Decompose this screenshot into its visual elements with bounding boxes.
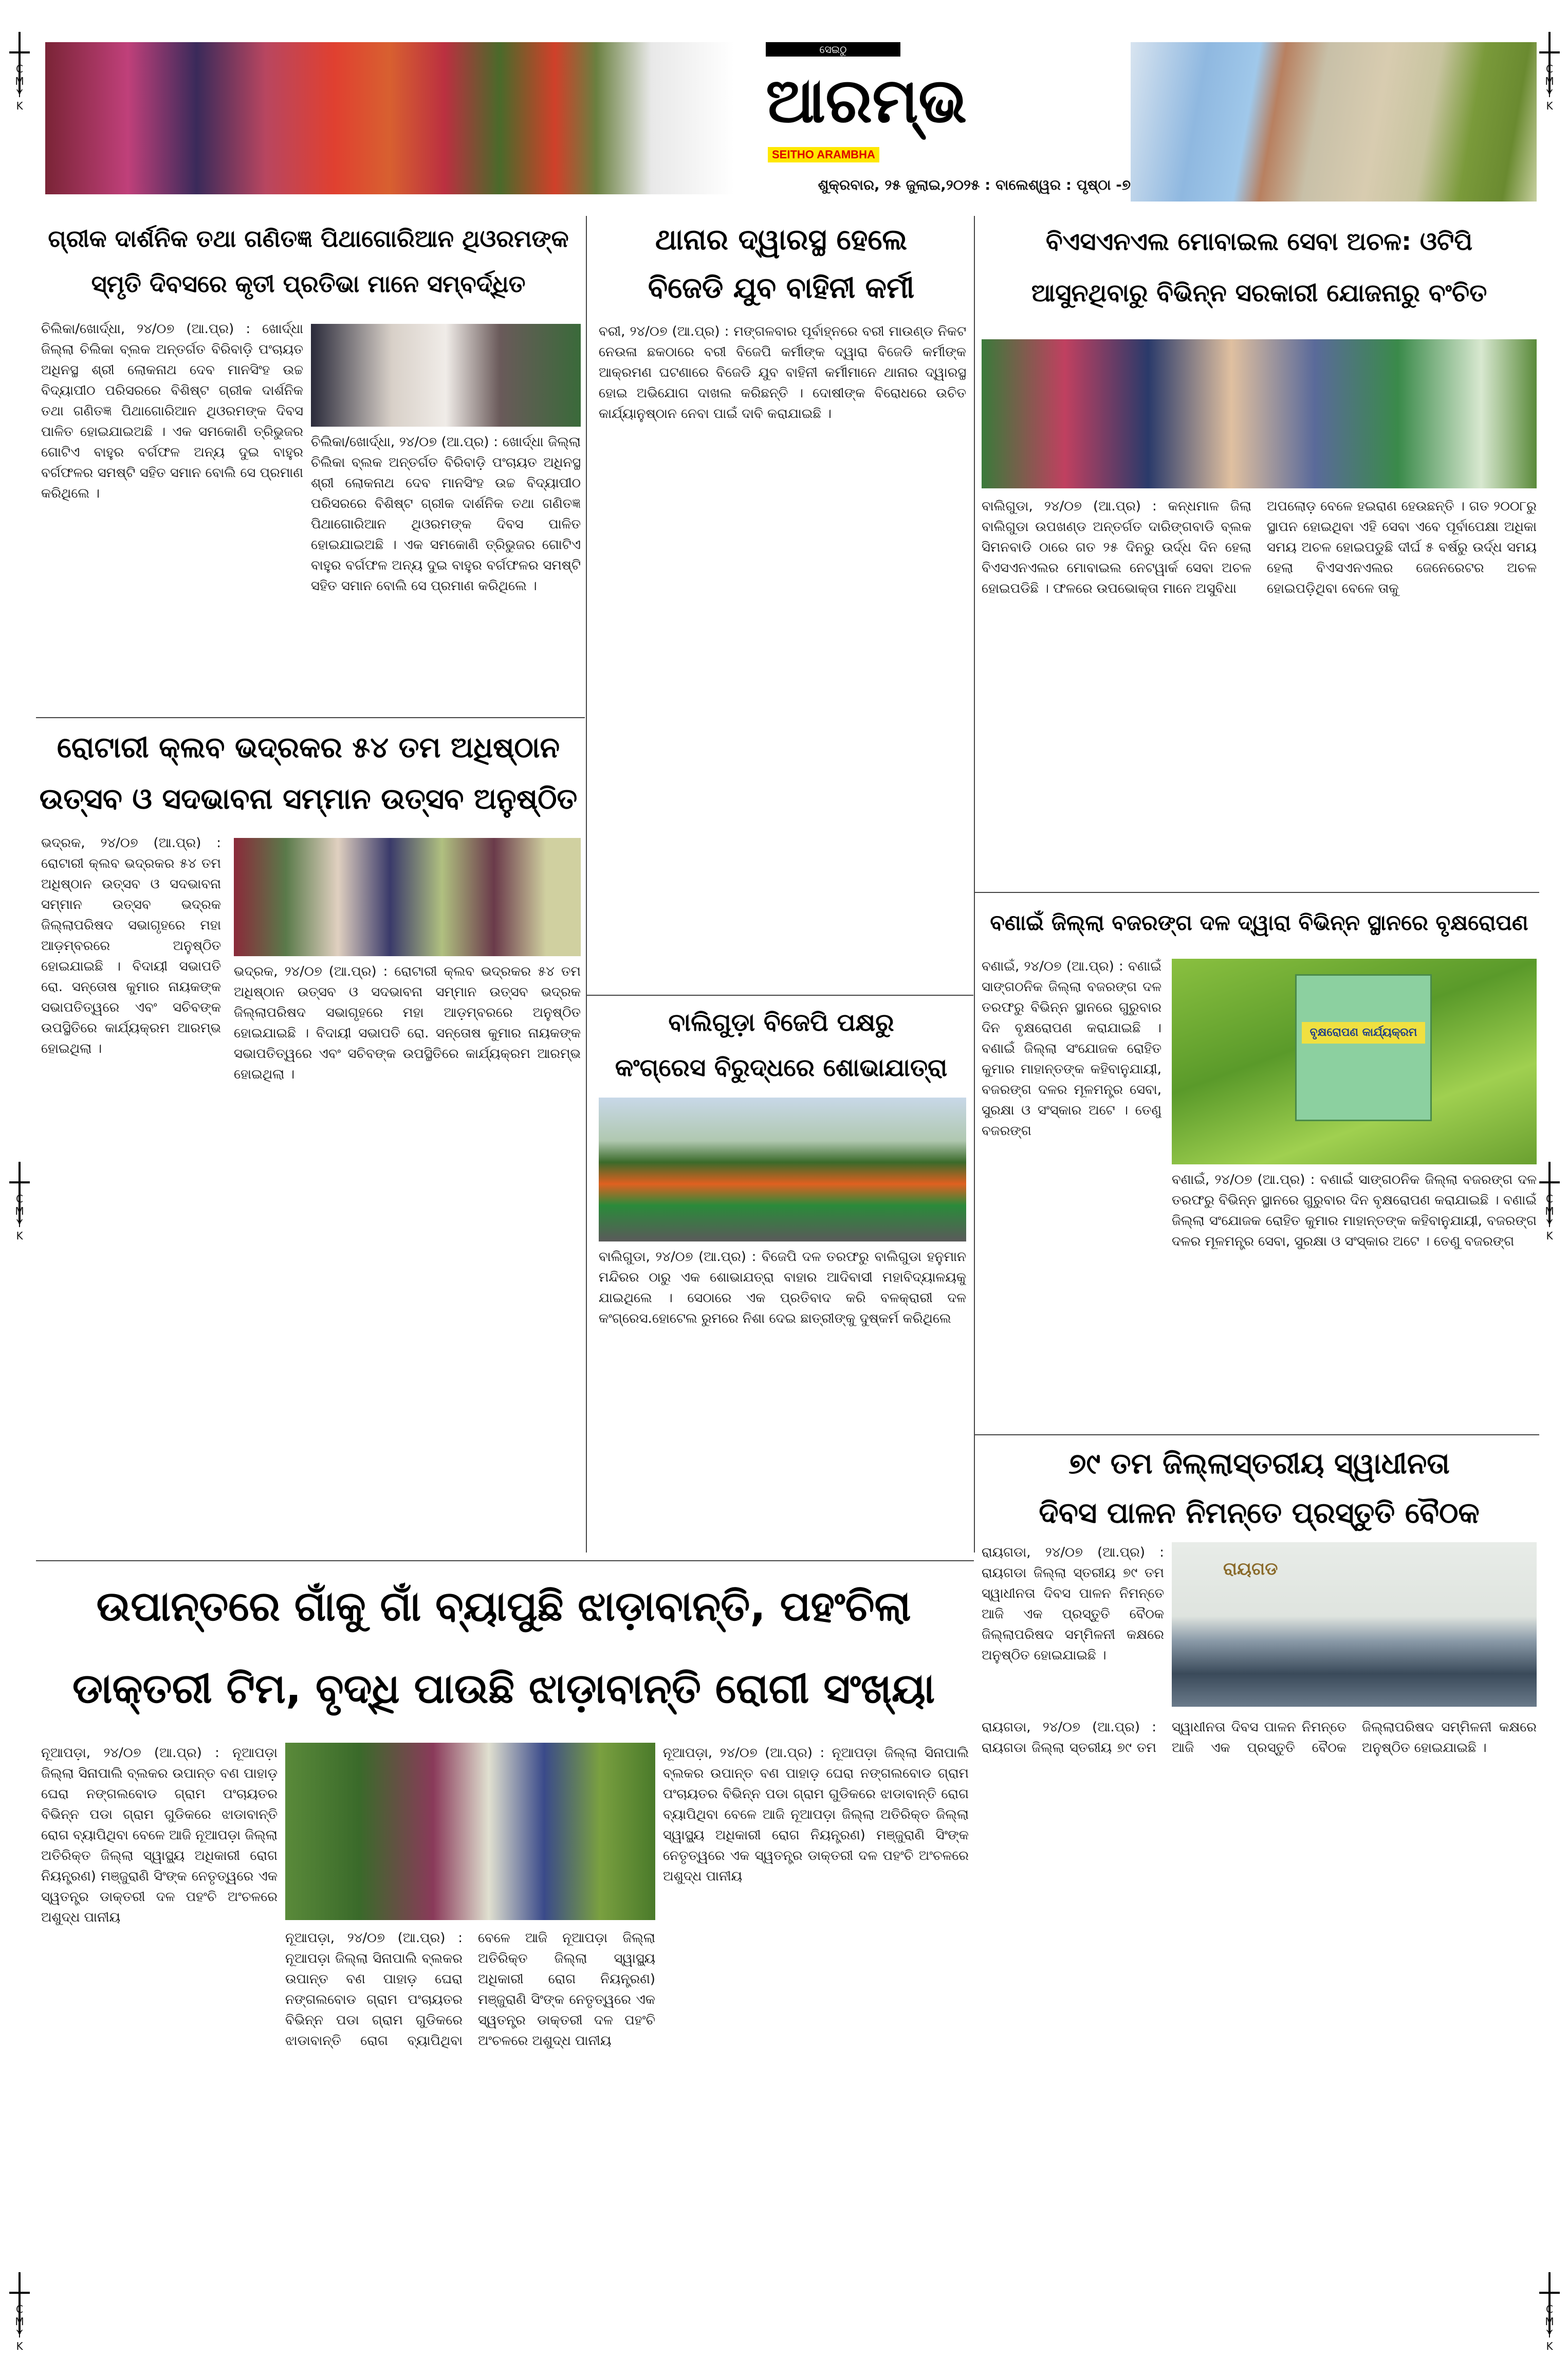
crop-mark-label: CMYK: [1545, 2303, 1554, 2352]
photo-school-function: [311, 324, 581, 427]
logo-prefix: ସେଇଠୁ: [766, 42, 900, 57]
paragraph: ବଣାଇଁ, ୨୪/୦୭ (ଆ.ପ୍ର) : ବଣାଇଁ ସାଙ୍ଗଠନିକ ଜିଲ୍ଲା ବଜରଙ୍ଗ ଦଳ ତରଫରୁ ବିଭିନ୍ନ ସ୍ଥାନରେ ଗୁରୁବାର ଦିନ ବୃକ୍ଷରୋପଣ କରାଯାଇଛି । ବଣାଇଁ ଜିଲ୍ଲା ସଂଯୋଜକ ରୋହିତ କୁମାର ମାହାନ୍ତଙ୍କ କହିବାନୁଯାୟୀ, ବଜରଙ୍ଗ ଦଳର ମୂଳମନ୍ତ୍ର ସେବା, ସୁରକ୍ଷା ଓ ସଂସ୍କାର ଅଟେ । ତେଣୁ ବଜରଙ୍ଗ: [982, 959, 1161, 1139]
article-body-bajrang-cont: [1172, 1170, 1537, 1429]
headline-line: ଉତ୍ସବ ଓ ସଦଭାବନା ସମ୍ମାନ ଉତ୍ସବ ଅନୁଷ୍ଠିତ: [39, 782, 578, 816]
paragraph: ରାୟଗଡା, ୨୪/୦୭ (ଆ.ପ୍ର) : ରାୟଗଡା ଜିଲ୍ଲା ସ୍ତରୀୟ ୭୯ ତମ ସ୍ୱାଧୀନତା ଦିବସ ପାଳନ ନିମନ୍ତେ ଆଜି ଏକ ପ୍ରସ୍ତୁତି ବୈଠକ ଜିଲ୍ଲାପରିଷଦ ସମ୍ମିଳନୀ କକ୍ଷରେ ଅନୁଷ୍ଠିତ ହୋଇଯାଇଛି ।: [982, 1545, 1164, 1663]
headline-line: ବିଜେଡି ଯୁବ ବାହିନୀ କର୍ମୀ: [648, 271, 915, 305]
headline-pythagoras: [36, 216, 581, 306]
article-body-baliguda: [599, 1247, 966, 1555]
section-divider: [587, 995, 973, 996]
photo-sign-text: ରାୟଗଡ: [1223, 1559, 1278, 1579]
headline-diarrhoea: [36, 1565, 971, 1730]
headline-line: ଆସୁନଥିବାରୁ ବିଭିନ୍ନ ସରକାରୀ ଯୋଜନାରୁ ବଂଚିତ: [1031, 279, 1487, 307]
paragraph: ବଣାଇଁ, ୨୪/୦୭ (ଆ.ପ୍ର) : ବଣାଇଁ ସାଙ୍ଗଠନିକ ଜିଲ୍ଲା ବଜରଙ୍ଗ ଦଳ ତରଫରୁ ବିଭିନ୍ନ ସ୍ଥାନରେ ଗୁରୁବାର ଦିନ ବୃକ୍ଷରୋପଣ କରାଯାଇଛି । ବଣାଇଁ ଜିଲ୍ଲା ସଂଯୋଜକ ରୋହିତ କୁମାର ମାହାନ୍ତଙ୍କ କହିବାନୁଯାୟୀ, ବଜରଙ୍ଗ ଦଳର ମୂଳମନ୍ତ୍ର ସେବା, ସୁରକ୍ଷା ଓ ସଂସ୍କାର ଅଟେ । ତେଣୁ ବଜରଙ୍ଗ: [1172, 1172, 1537, 1249]
paragraph: ରାୟଗଡା, ୨୪/୦୭ (ଆ.ପ୍ର) : ରାୟଗଡା ଜିଲ୍ଲା ସ୍ତରୀୟ ୭୯ ତମ ସ୍ୱାଧୀନତା ଦିବସ ପାଳନ ନିମନ୍ତେ ଆଜି ଏକ ପ୍ରସ୍ତୁତି ବୈଠକ ଜିଲ୍ଲାପରିଷଦ ସମ୍ମିଳନୀ କକ୍ଷରେ ଅନୁଷ୍ଠିତ ହୋଇଯାଇଛି ।: [982, 1720, 1537, 1756]
paragraph: ବାଲିଗୁଡା, ୨୪/୦୭ (ଆ.ପ୍ର) : କନ୍ଧମାଳ ଜିଲା ବାଲିଗୁଡା ଉପଖଣ୍ଡ ଅନ୍ତର୍ଗତ ଦାରିଙ୍ଗବାଡି ବ୍ଲକ ସିମନବାଡି ଠାରେ ଗତ ୨୫ ଦିନରୁ ଉର୍ଦ୍ଧ ଦିନ ହେଲା ବିଏସଏନଏଲର ମୋବାଇଲ ନେଟୱାର୍କ ସେବା ଅଚଳ ହୋଇପଡିଛି । ଫଳରେ ଉପଭୋକ୍ତା ମାନେ ଅସୁବିଧା: [982, 499, 1251, 596]
article-body-bajrang: [982, 956, 1161, 1429]
section-divider: [975, 892, 1539, 893]
crop-mark-mid-right: [1539, 1162, 1560, 1254]
logo-title: ଆରମ୍ଭ: [766, 65, 967, 137]
headline-line: ବିଏସଏନଏଲ ମୋବାଇଲ ସେବା ଅଚଳ: ଓଟିପି: [1045, 227, 1473, 256]
dateline: ଶୁକ୍ରବାର, ୨୫ ଜୁଲାଇ,୨୦୨୫ : ବାଲେଶ୍ୱର : ପୃଷ୍ଠା -୭: [818, 176, 1131, 193]
paragraph: ଚିଲିକା/ଖୋର୍ଦ୍ଧା, ୨୪/୦୭ (ଆ.ପ୍ର) : ଖୋର୍ଦ୍ଧା ଜିଲ୍ଲା ଚିଲିକା ବ୍ଲକ ଅନ୍ତର୍ଗତ ବିରିବାଡ଼ି ପଂଚାୟତ ଅଧିନସ୍ଥ ଶ୍ରୀ ଲୋକନାଥ ଦେବ ମାନସିଂହ ଉଚ୍ଚ ବିଦ୍ୟାପୀଠ ପରିସରରେ ବିଶିଷ୍ଟ ଗ୍ରୀକ ଦାର୍ଶନିକ ତଥା ଗଣିତଜ୍ଞ ପିଥାଗୋରିଆନ ଥିଓରମଙ୍କ ଦିବସ ପାଳିତ ହୋଇଯାଇଅଛି । ଏକ ସମକୋଣି ତ୍ରିଭୁଜର ଗୋଟିଏ ବାହୁର ବର୍ଗଫଳ ଅନ୍ୟ ଦୁଇ ବାହୁର ବର୍ଗଫଳର ସମଷ୍ଟି ସହିତ ସମାନ ବୋଲି ସେ ପ୍ରମାଣ କରିଥିଲେ ।: [311, 434, 581, 594]
article-body-thana: [599, 321, 966, 990]
headline-line: ଡାକ୍ତରୀ ଟିମ, ବୃଦ୍ଧି ପାଉଛି ଝାଡ଼ାବାନ୍ତି ରୋଗୀ ସଂଖ୍ୟା: [72, 1665, 935, 1712]
crop-mark-bottom-left: [9, 2272, 30, 2365]
article-body-pythagoras-cont: [311, 432, 581, 709]
headline-line: ସ୍ମୃତି ଦିବସରେ କୃତୀ ପ୍ରତିଭା ମାନେ ସମ୍ବର୍ଦ୍ଧିତ: [91, 270, 526, 298]
logo-tagline: SEITHO ARAMBHA: [768, 147, 879, 162]
article-body-bsnl-col1: [982, 496, 1251, 887]
plantation-banner: [1295, 974, 1432, 1121]
crop-mark-bottom-right: [1539, 2272, 1560, 2365]
headline-line: ଉପାନ୍ତରେ ଗାଁକୁ ଗାଁ ବ୍ୟାପୁଛି ଝାଡ଼ାବାନ୍ତି, ପହଂଚିଲା: [96, 1582, 911, 1630]
paragraph: ଭଦ୍ରକ, ୨୪/୦୭ (ଆ.ପ୍ର) : ରୋଟାରୀ କ୍ଲବ ଭଦ୍ରକର ୫୪ ତମ ଅଧିଷ୍ଠାନ ଉତ୍ସବ ଓ ସଦଭାବନା ସମ୍ମାନ ଉତ୍ସବ ଭଦ୍ରକ ଜିଲ୍ଲାପରିଷଦ ସଭାଗୃହରେ ମହା ଆଡ଼ମ୍ବରରେ ଅନୁଷ୍ଠିତ ହୋଇଯାଇଛି । ବିଦାୟୀ ସଭାପତି ରୋ. ସନ୍ତୋଷ କୁମାର ନାୟକଙ୍କ ସଭାପତିତ୍ୱରେ ଏବଂ ସଚିବଙ୍କ ଉପସ୍ଥିତିରେ କାର୍ଯ୍ୟକ୍ରମ ଆରମ୍ଭ ହୋଇଥିଲା ।: [234, 964, 581, 1082]
crop-mark-mid-left: [9, 1162, 30, 1254]
headline-baliguda: [594, 1000, 969, 1090]
article-body-diarrhoea-col2: [285, 1928, 655, 2354]
column-divider: [586, 216, 587, 1553]
photo-rotary-felicitation: [234, 838, 581, 956]
headline-line: ବାଲିଗୁଡ଼ା ବିଜେପି ପକ୍ଷରୁ: [668, 1008, 894, 1037]
column-divider: [974, 216, 975, 1553]
paragraph: ଭଦ୍ରକ, ୨୪/୦୭ (ଆ.ପ୍ର) : ରୋଟାରୀ କ୍ଲବ ଭଦ୍ରକର ୫୪ ତମ ଅଧିଷ୍ଠାନ ଉତ୍ସବ ଓ ସଦଭାବନା ସମ୍ମାନ ଉତ୍ସବ ଭଦ୍ରକ ଜିଲ୍ଲାପରିଷଦ ସଭାଗୃହରେ ମହା ଆଡ଼ମ୍ବରରେ ଅନୁଷ୍ଠିତ ହୋଇଯାଇଛି । ବିଦାୟୀ ସଭାପତି ରୋ. ସନ୍ତୋଷ କୁମାର ନାୟକଙ୍କ ସଭାପତିତ୍ୱରେ ଏବଂ ସଚିବଙ୍କ ଉପସ୍ଥିତିରେ କାର୍ଯ୍ୟକ୍ରମ ଆରମ୍ଭ ହୋଇଥିଲା ।: [41, 835, 221, 1056]
article-body-bsnl-col2: [1267, 496, 1537, 887]
headline-line: କଂଗ୍ରେସ ବିରୁଦ୍ଧରେ ଶୋଭାଯାତ୍ରା: [615, 1053, 948, 1082]
crop-mark-label: CMYK: [1545, 1193, 1554, 1242]
section-divider: [36, 1560, 974, 1561]
article-body-diarrhoea-col1: [41, 1743, 278, 2354]
newspaper-logo: [766, 42, 967, 166]
paragraph: ବାଲିଗୁଡା, ୨୪/୦୭ (ଆ.ପ୍ର) : ବିଜେପି ଦଳ ତରଫରୁ ବାଲିଗୁଡା ହନୁମାନ ମନ୍ଦିରର ଠାରୁ ଏକ ଶୋଭାଯତ୍ରା ବାହାର ଆଦିବାସୀ ମହାବିଦ୍ୟାଳୟକୁ ଯାଇଥିଲେ । ସେଠାରେ ଏକ ପ୍ରତିବାଦ କରି ବଳକ୍ରାରୀ ଦଳ କଂଗ୍ରେସ.ହୋଟେଲ ରୁମରେ ନିଶା ଦେଇ ଛାତ୍ରୀଙ୍କୁ ଦୁଷ୍କର୍ମ କରିଥିଲେ: [599, 1249, 966, 1326]
headline-line: ଦିବସ ପାଳନ ନିମନ୍ତେ ପ୍ରସ୍ତୁତି ବୈଠକ: [1039, 1496, 1480, 1530]
article-body-diarrhoea-col3: [663, 1743, 969, 2354]
headline-bsnl: [979, 216, 1539, 319]
crop-mark-label: CMYK: [1545, 63, 1554, 112]
paragraph: ବରୀ, ୨୪/୦୭ (ଆ.ପ୍ର) : ମଙ୍ଗଳବାର ପୂର୍ବାହ୍ନରେ ବରୀ ମାଉଣ୍ଡ ନିକଟ ନେଉଳା ଛକଠାରେ ବରୀ ବିଜେପି କର୍ମୀଙ୍କ ଦ୍ୱାରା ବିଜେଡି କର୍ମୀଙ୍କ ଆକ୍ରମଣ ଘଟଣାରେ ବିଜେଡି ଯୁବ ବାହିନୀ କର୍ମୀମାନେ ଥାନାର ଦ୍ୱାରସ୍ଥ ହୋଇ ଅଭିଯୋଗ ଦାଖଲ କରିଛନ୍ତି । ଦୋଷୀଙ୍କ ବିରୋଧରେ ଉଚିତ କାର୍ଯ୍ୟାନୁଷ୍ଠାନ ନେବା ପାଇଁ ଦାବି କରାଯାଇଛି ।: [599, 324, 966, 422]
photo-tree-plantation: [1172, 959, 1537, 1164]
crop-mark-top-right: [1539, 32, 1560, 124]
headline-line: ଗ୍ରୀକ ଦାର୍ଶନିକ ତଥା ଗଣିତଜ୍ଞ ପିଥାଗୋରିଆନ ଥିଓରମଙ୍କ: [48, 225, 569, 252]
headline-line: ଥାନାର ଦ୍ୱାରସ୍ଥ ହେଲେ: [655, 223, 908, 257]
banner-text: ବୃକ୍ଷରୋପଣ କାର୍ଯ୍ୟକ୍ରମ: [1302, 1022, 1425, 1044]
paragraph: ଅପଲୋଡ଼ ବେଳେ ହଇରାଣ ହେଉଛନ୍ତି । ଗତ ୨୦୦୮ରୁ ସ୍ଥାପନ ହୋଇଥିବା ଏହି ସେବା ଏବେ ପୂର୍ବାପେକ୍ଷା ଅଧିକା ସମୟ ଅଚଳ ହୋଇପଡୁଛି ଦୀର୍ଘ ୫ ବର୍ଷରୁ ଉର୍ଦ୍ଧ ସମୟ ହେଲା ବିଏସଏନଏଲର ଜେନେରେଟର ଅଚଳ ହୋଇପଡ଼ିଥିବା ବେଳେ ତାକୁ: [1267, 499, 1537, 596]
masthead-right-image: [1131, 42, 1537, 202]
headline-thana: [594, 216, 969, 313]
headline-bajrang: [979, 897, 1539, 948]
crop-mark-label: CMYK: [15, 1193, 24, 1242]
article-body-pythagoras: [41, 319, 303, 709]
paragraph: ନୂଆପଡ଼ା, ୨୪/୦୭ (ଆ.ପ୍ର) : ନୂଆପଡ଼ା ଜିଲ୍ଲା ସିନାପାଲି ବ୍ଲକର ଉପାନ୍ତ ବଣ ପାହାଡ଼ ଘେରା ନଙ୍ଗଲବୋଡ ଗ୍ରାମ ପଂଚାୟତର ବିଭିନ୍ନ ପଡା ଗ୍ରାମ ଗୁଡିକରେ ଝାଡାବାନ୍ତି ରୋଗ ବ୍ୟାପିଥିବା ବେଳେ ଆଜି ନୂଆପଡ଼ା ଜିଲ୍ଲା ଅତିରିକ୍ତ ଜିଲ୍ଲା ସ୍ୱାସ୍ଥ୍ୟ ଅଧିକାରୀ ରୋଗ ନିୟନ୍ତ୍ରଣ) ମଞ୍ଜୁରାଣି ସିଂଙ୍କ ନେତୃତ୍ୱରେ ଏକ ସ୍ୱତନ୍ତ୍ର ଡାକ୍ତରୀ ଦଳ ପହଂଚି ଅଂଚଳରେ ଅଶୁଦ୍ଧ ପାନୀୟ: [41, 1745, 278, 1925]
article-body-independence: [982, 1542, 1164, 1707]
photo-medical-team: [285, 1743, 655, 1920]
headline-line: ରୋଟାରୀ କ୍ଲବ ଭଦ୍ରକର ୫୪ ତମ ଅଧିଷ୍ଠାନ: [57, 731, 560, 764]
headline-line: ୭୯ ତମ ଜିଲ୍ଲାସ୍ତରୀୟ ସ୍ୱାଧୀନତା: [1068, 1447, 1450, 1481]
crop-mark-label: CMYK: [15, 2303, 24, 2352]
paragraph: ଚିଲିକା/ଖୋର୍ଦ୍ଧା, ୨୪/୦୭ (ଆ.ପ୍ର) : ଖୋର୍ଦ୍ଧା ଜିଲ୍ଲା ଚିଲିକା ବ୍ଲକ ଅନ୍ତର୍ଗତ ବିରିବାଡ଼ି ପଂଚାୟତ ଅଧିନସ୍ଥ ଶ୍ରୀ ଲୋକନାଥ ଦେବ ମାନସିଂହ ଉଚ୍ଚ ବିଦ୍ୟାପୀଠ ପରିସରରେ ବିଶିଷ୍ଟ ଗ୍ରୀକ ଦାର୍ଶନିକ ତଥା ଗଣିତଜ୍ଞ ପିଥାଗୋରିଆନ ଥିଓରମଙ୍କ ଦିବସ ପାଳିତ ହୋଇଯାଇଅଛି । ଏକ ସମକୋଣି ତ୍ରିଭୁଜର ଗୋଟିଏ ବାହୁର ବର୍ଗଫଳ ଅନ୍ୟ ଦୁଇ ବାହୁର ବର୍ଗଫଳର ସମଷ୍ଟି ସହିତ ସମାନ ବୋଲି ସେ ପ୍ରମାଣ କରିଥିଲେ ।: [41, 321, 303, 501]
paragraph: ନୂଆପଡ଼ା, ୨୪/୦୭ (ଆ.ପ୍ର) : ନୂଆପଡ଼ା ଜିଲ୍ଲା ସିନାପାଲି ବ୍ଲକର ଉପାନ୍ତ ବଣ ପାହାଡ଼ ଘେରା ନଙ୍ଗଲବୋଡ ଗ୍ରାମ ପଂଚାୟତର ବିଭିନ୍ନ ପଡା ଗ୍ରାମ ଗୁଡିକରେ ଝାଡାବାନ୍ତି ରୋଗ ବ୍ୟାପିଥିବା ବେଳେ ଆଜି ନୂଆପଡ଼ା ଜିଲ୍ଲା ଅତିରିକ୍ତ ଜିଲ୍ଲା ସ୍ୱାସ୍ଥ୍ୟ ଅଧିକାରୀ ରୋଗ ନିୟନ୍ତ୍ରଣ) ମଞ୍ଜୁରାଣି ସିଂଙ୍କ ନେତୃତ୍ୱରେ ଏକ ସ୍ୱତନ୍ତ୍ର ଡାକ୍ତରୀ ଦଳ ପହଂଚି ଅଂଚଳରେ ଅଶୁଦ୍ଧ ପାନୀୟ: [285, 1930, 655, 2049]
article-body-rotary-cont: [234, 961, 581, 1553]
article-body-rotary: [41, 833, 221, 1553]
section-divider: [36, 717, 585, 718]
paragraph: ନୂଆପଡ଼ା, ୨୪/୦୭ (ଆ.ପ୍ର) : ନୂଆପଡ଼ା ଜିଲ୍ଲା ସିନାପାଲି ବ୍ଲକର ଉପାନ୍ତ ବଣ ପାହାଡ଼ ଘେରା ନଙ୍ଗଲବୋଡ ଗ୍ରାମ ପଂଚାୟତର ବିଭିନ୍ନ ପଡା ଗ୍ରାମ ଗୁଡିକରେ ଝାଡାବାନ୍ତି ରୋଗ ବ୍ୟାପିଥିବା ବେଳେ ଆଜି ନୂଆପଡ଼ା ଜିଲ୍ଲା ଅତିରିକ୍ତ ଜିଲ୍ଲା ସ୍ୱାସ୍ଥ୍ୟ ଅଧିକାରୀ ରୋଗ ନିୟନ୍ତ୍ରଣ) ମଞ୍ଜୁରାଣି ସିଂଙ୍କ ନେତୃତ୍ୱରେ ଏକ ସ୍ୱତନ୍ତ୍ର ଡାକ୍ତରୀ ଦଳ ପହଂଚି ଅଂଚଳରେ ଅଶୁଦ୍ଧ ପାନୀୟ: [663, 1745, 969, 1884]
section-divider: [975, 1434, 1539, 1435]
headline-line: ବଣାଇଁ ଜିଲ୍ଲା ବଜରଙ୍ଗ ଦଳ ଦ୍ୱାରା ବିଭିନ୍ନ ସ୍ଥାନରେ ବୃକ୍ଷରୋପଣ: [990, 910, 1528, 935]
photo-villagers-group: [982, 339, 1537, 488]
crop-mark-top-left: [9, 32, 30, 124]
headline-independence: [979, 1439, 1539, 1538]
photo-bjp-rally: [599, 1098, 966, 1241]
masthead-left-image: [45, 42, 734, 194]
photo-meeting-hall: [1172, 1542, 1537, 1707]
article-body-independence-cont: [982, 1717, 1537, 2354]
crop-mark-label: CMYK: [15, 63, 24, 112]
headline-rotary: [36, 722, 581, 825]
